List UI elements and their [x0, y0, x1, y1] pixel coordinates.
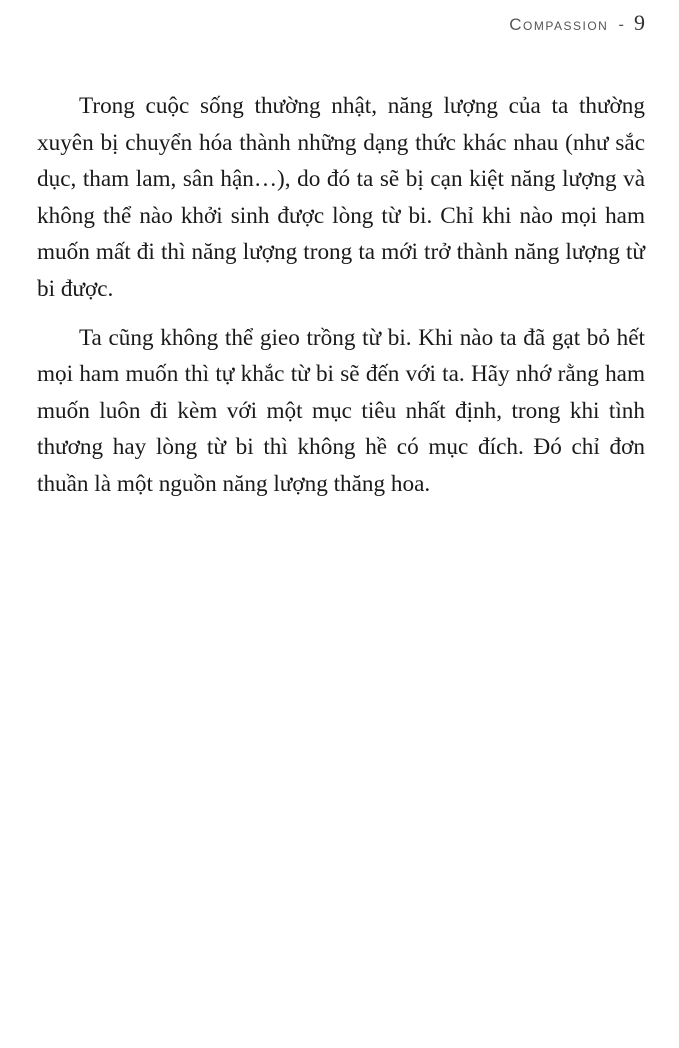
running-title: Compassion	[509, 15, 609, 34]
header-separator: -	[618, 15, 624, 34]
page-header	[509, 10, 645, 36]
page-number: 9	[634, 10, 645, 35]
paragraph: Ta cũng không thể gieo trồng từ bi. Khi nào ta đã gạt bỏ hết mọi ham muốn thì tự khắc từ bi sẽ đến với ta. Hãy nhớ rằng ham muốn luôn đi kèm với một mục tiêu nhất định, trong khi tình thương hay lòng từ bi thì không hề có mục đích. Đó chỉ đơn thuần là một nguồn năng lượng thăng hoa.	[37, 324, 645, 497]
body-text	[37, 88, 645, 515]
paragraph: Trong cuộc sống thường nhật, năng lượng của ta thường xuyên bị chuyển hóa thành những dạng thức khác nhau (như sắc dục, tham lam, sân hận…), do đó ta sẽ bị cạn kiệt năng lượng và không thể nào khởi sinh được lòng từ bi. Chỉ khi nào mọi ham muốn mất đi thì năng lượng trong ta mới trở thành năng lượng từ bi được.	[37, 93, 645, 302]
